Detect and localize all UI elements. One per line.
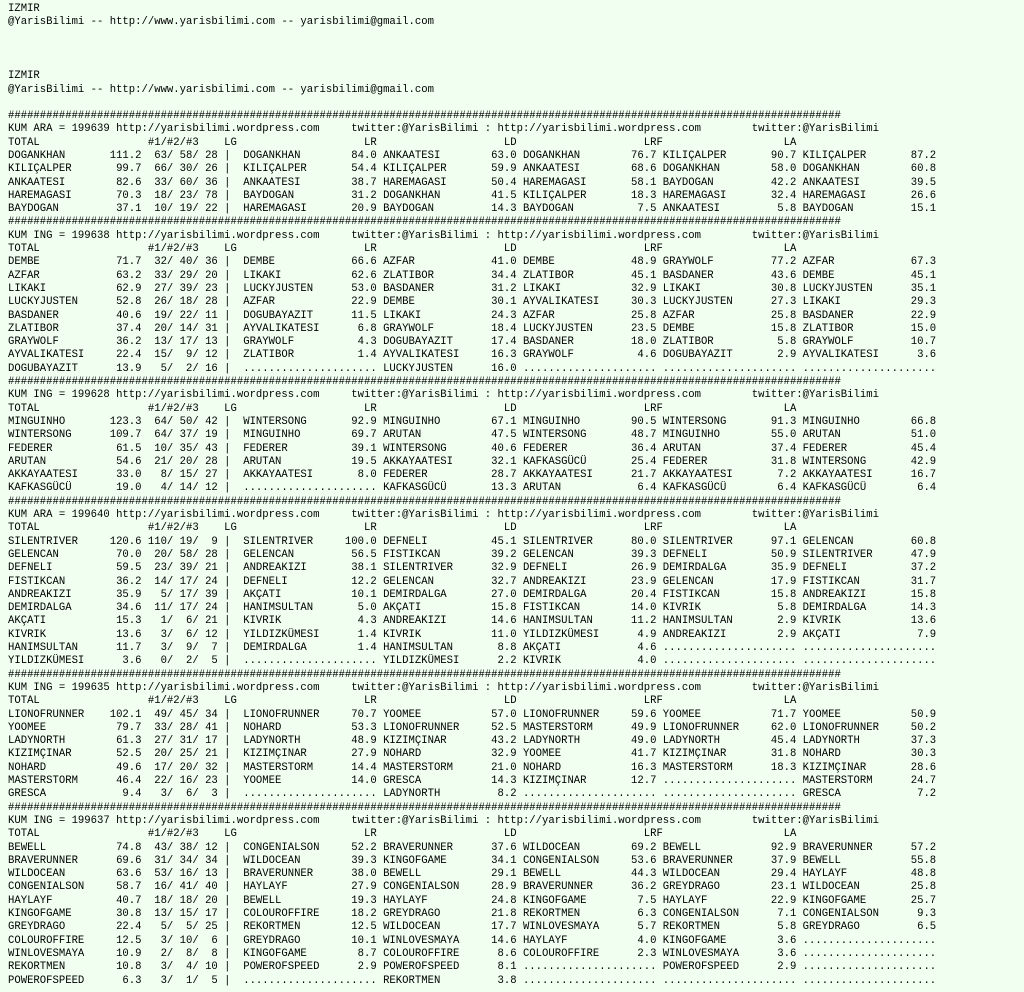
table-row: MASTERSTORM 46.4 22/ 16/ 23 | YOOMEE 14.0 GRESCA 14.3 KIZIMÇINAR 12.7 ..................... MASTERSTORM 24.7 (8, 775, 937, 787)
table-row: AKKAYAATESI 33.0 8/ 15/ 27 | AKKAYAATESI 8.0 FEDERER 28.7 AKKAYAATESI 21.7 AKKAYAATESI 7.2 AKKAYAATESI 16.7 (8, 469, 937, 482)
table-row: ARUTAN 54.6 21/ 20/ 28 | ARUTAN 19.5 AKKAYAATESI 32.1 KAFKASGÜCÜ 25.4 FEDERER 31.8 WINTERSONG 42.9 (8, 455, 937, 468)
table-row: BEWELL 74.8 43/ 38/ 12 | CONGENIALSON 52.2 BRAVERUNNER 37.6 WILDOCEAN 69.2 BEWELL 92.9 BRAVERUNNER 57.2 (8, 841, 937, 854)
table-row: WINLOVESMAYA 10.9 2/ 8/ 8 | KINGOFGAME 8.7 COLOUROFFIRE 8.6 COLOUROFFIRE 2.3 WINLOVESMAYA 3.6 ..................... (8, 947, 937, 960)
table-row: KIVRIK 13.6 3/ 6/ 12 | YILDIZKÜMESI 1.4 KIVRIK 11.0 YILDIZKÜMESI 4.9 ANDREAKIZI 2.9 AKÇATI 7.9 (8, 628, 937, 641)
table-row: AKÇATI 15.3 1/ 6/ 21 | KIVRIK 4.3 ANDREAKIZI 14.6 HANIMSULTAN 11.2 HANIMSULTAN 2.9 KIVRIK 13.6 (8, 615, 937, 628)
table-row: KIZIMÇINAR 52.5 20/ 25/ 21 | KIZIMÇINAR 27.9 NOHARD 32.9 YOOMEE 41.7 KIZIMÇINAR 31.8 NOHARD 30.3 (8, 748, 937, 761)
table-row: BAYDOGAN 37.1 10/ 19/ 22 | HAREMAGASI 20.9 BAYDOGAN 14.3 BAYDOGAN 7.5 ANKAATESI 5.8 BAYDOGAN 15.1 (8, 203, 937, 216)
table-row: DEMIRDALGA 34.6 11/ 17/ 24 | HANIMSULTAN 5.0 AKÇATI 15.8 FISTIKCAN 14.0 KIVRIK 5.8 DEMIRDALGA 14.3 (8, 602, 937, 615)
table-row: GRAYWOLF 36.2 13/ 17/ 13 | GRAYWOLF 4.3 DOGUBAYAZIT 17.4 BASDANER 18.0 ZLATIBOR 5.8 GRAYWOLF 10.7 (8, 336, 937, 349)
table-row: ZLATIBOR 37.4 20/ 14/ 31 | AYVALIKATESI 6.8 GRAYWOLF 18.4 LUCKYJUSTEN 23.5 DEMBE 15.8 ZLATIBOR 15.0 (8, 322, 937, 335)
table-row: HAREMAGASI 70.3 18/ 23/ 78 | BAYDOGAN 31.2 DOGANKHAN 41.5 KILIÇALPER 18.3 HAREMAGASI 32.4 HAREMAGASI 26.6 (8, 189, 937, 202)
table-row: HAYLAYF 40.7 18/ 18/ 20 | BEWELL 19.3 HAYLAYF 24.8 KINGOFGAME 7.5 HAYLAYF 22.9 KINGOFGAME 25.7 (8, 894, 937, 907)
table-row: LIONOFRUNNER 102.1 49/ 45/ 34 | LIONOFRUNNER 70.7 YOOMEE 57.0 LIONOFRUNNER 59.6 YOOMEE 71.7 YOOMEE 50.9 (8, 708, 937, 721)
table-row: ANDREAKIZI 35.9 5/ 17/ 39 | AKÇATI 10.1 DEMIRDALGA 27.0 DEMIRDALGA 20.4 FISTIKCAN 15.8 ANDREAKIZI 15.8 (8, 588, 937, 601)
column-header-row: TOTAL #1/#2/#3 LG LR LD LRF LA (8, 695, 797, 708)
separator-line: ################################################################################################################################### (8, 216, 841, 229)
separator-line: ################################################################################################################################### (8, 376, 841, 388)
header-contact: @YarisBilimi -- http://www.yarisbilimi.com -- yarisbilimi@gmail.com (8, 16, 434, 28)
column-header-row: TOTAL #1/#2/#3 LG LR LD LRF LA (8, 828, 797, 841)
column-header-row: TOTAL #1/#2/#3 LG LR LD LRF LA (8, 243, 797, 255)
table-row: KINGOFGAME 30.8 13/ 15/ 17 | COLOUROFFIRE 18.2 GREYDRAGO 21.8 REKORTMEN 6.3 CONGENIALSON 7.1 CONGENIALSON 9.3 (8, 908, 937, 920)
separator-line: ################################################################################################################################### (8, 668, 841, 681)
table-row: SILENTRIVER 120.6 110/ 19/ 9 | SILENTRIVER 100.0 DEFNELI 45.1 SILENTRIVER 80.0 SILENTRIVER 97.1 GELENCAN 60.8 (8, 535, 937, 548)
column-header-row: TOTAL #1/#2/#3 LG LR LD LRF LA (8, 136, 797, 149)
table-row: BRAVERUNNER 69.6 31/ 34/ 34 | WILDOCEAN 39.3 KINGOFGAME 34.1 CONGENIALSON 53.6 BRAVERUNNER 37.9 BEWELL 55.8 (8, 854, 937, 867)
table-row: MINGUINHO 123.3 64/ 50/ 42 | WINTERSONG 92.9 MINGUINHO 67.1 MINGUINHO 90.5 WINTERSONG 91.3 MINGUINHO 66.8 (8, 415, 937, 428)
table-row: LUCKYJUSTEN 52.8 26/ 18/ 28 | AZFAR 22.9 DEMBE 30.1 AYVALIKATESI 30.3 LUCKYJUSTEN 27.3 LIKAKI 29.3 (8, 296, 937, 309)
table-row: DOGUBAYAZIT 13.9 5/ 2/ 16 | ..................... LUCKYJUSTEN 16.0 ..................... ..................... ..................... (8, 362, 937, 375)
race-title: KUM ARA = 199639 http://yarisbilimi.wordpress.com twitter:@YarisBilimi : http://yarisbilimi.wordpress.com twitter:@YarisBilimi (8, 123, 879, 136)
table-row: DEMBE 71.7 32/ 40/ 36 | DEMBE 66.6 AZFAR 41.0 DEMBE 48.9 GRAYWOLF 77.2 AZFAR 67.3 (8, 256, 937, 269)
separator-line: ################################################################################################################################### (8, 801, 841, 814)
table-row: CONGENIALSON 58.7 16/ 41/ 40 | HAYLAYF 27.9 CONGENIALSON 28.9 BRAVERUNNER 36.2 GREYDRAGO 23.1 WILDOCEAN 25.8 (8, 881, 937, 894)
race-title: KUM ING = 199628 http://yarisbilimi.wordpress.com twitter:@YarisBilimi : http://yarisbilimi.wordpress.com twitter:@YarisBilimi (8, 389, 879, 402)
table-row: AYVALIKATESI 22.4 15/ 9/ 12 | ZLATIBOR 1.4 AYVALIKATESI 16.3 GRAYWOLF 4.6 DOGUBAYAZIT 2.9 AYVALIKATESI 3.6 (8, 349, 937, 362)
table-row: DOGANKHAN 111.2 63/ 58/ 28 | DOGANKHAN 84.0 ANKAATESI 63.0 DOGANKHAN 76.7 KILIÇALPER 90.7 KILIÇALPER 87.2 (8, 149, 937, 162)
table-row: LIKAKI 62.9 27/ 39/ 23 | LUCKYJUSTEN 53.0 BASDANER 31.2 LIKAKI 32.9 LIKAKI 30.8 LUCKYJUSTEN 35.1 (8, 282, 937, 295)
table-row: KILIÇALPER 99.7 66/ 30/ 26 | KILIÇALPER 54.4 KILIÇALPER 59.9 ANKAATESI 68.6 DOGANKHAN 58.0 DOGANKHAN 60.8 (8, 163, 937, 176)
table-row: COLOUROFFIRE 12.5 3/ 10/ 6 | GREYDRAGO 10.1 WINLOVESMAYA 14.6 HAYLAYF 4.0 KINGOFGAME 3.6 ..................... (8, 934, 937, 947)
table-row: WINTERSONG 109.7 64/ 37/ 19 | MINGUINHO 69.7 ARUTAN 47.5 WINTERSONG 48.7 MINGUINHO 55.0 ARUTAN 51.0 (8, 429, 937, 442)
table-row: AZFAR 63.2 33/ 29/ 20 | LIKAKI 62.6 ZLATIBOR 34.4 ZLATIBOR 45.1 BASDANER 43.6 DEMBE 45.1 (8, 269, 937, 282)
table-row: LADYNORTH 61.3 27/ 31/ 17 | LADYNORTH 48.9 KIZIMÇINAR 43.2 LADYNORTH 49.0 LADYNORTH 45.4 LADYNORTH 37.3 (8, 735, 937, 748)
race-title: KUM ING = 199635 http://yarisbilimi.wordpress.com twitter:@YarisBilimi : http://yarisbilimi.wordpress.com twitter:@YarisBilimi (8, 681, 879, 694)
table-row: YOOMEE 79.7 33/ 28/ 41 | NOHARD 53.3 LIONOFRUNNER 52.5 MASTERSTORM 49.9 LIONOFRUNNER 62.0 LIONOFRUNNER 50.2 (8, 721, 937, 734)
table-row: WILDOCEAN 63.6 53/ 16/ 13 | BRAVERUNNER 38.0 BEWELL 29.1 BEWELL 44.3 WILDOCEAN 29.4 HAYLAYF 48.8 (8, 868, 937, 881)
column-header-row: TOTAL #1/#2/#3 LG LR LD LRF LA (8, 522, 797, 535)
separator-line: ################################################################################################################################### (8, 495, 841, 508)
table-row: REKORTMEN 10.8 3/ 4/ 10 | POWEROFSPEED 2.9 POWEROFSPEED 8.1 ..................... POWEROFSPEED 2.9 ..................... (8, 961, 937, 974)
header-contact: @YarisBilimi -- http://www.yarisbilimi.com -- yarisbilimi@gmail.com (8, 84, 434, 96)
race-title: KUM ING = 199637 http://yarisbilimi.wordpress.com twitter:@YarisBilimi : http://yarisbilimi.wordpress.com twitter:@YarisBilimi (8, 814, 879, 827)
table-row: GELENCAN 70.0 20/ 58/ 28 | GELENCAN 56.5 FISTIKCAN 39.2 GELENCAN 39.3 DEFNELI 50.9 SILENTRIVER 47.9 (8, 548, 937, 561)
table-row: NOHARD 49.6 17/ 20/ 32 | MASTERSTORM 14.4 MASTERSTORM 21.0 NOHARD 16.3 MASTERSTORM 18.3 KIZIMÇINAR 28.6 (8, 761, 937, 774)
race-title: KUM ARA = 199640 http://yarisbilimi.wordpress.com twitter:@YarisBilimi : http://yarisbilimi.wordpress.com twitter:@YarisBilimi (8, 509, 879, 521)
table-row: DEFNELI 59.5 23/ 39/ 21 | ANDREAKIZI 38.1 SILENTRIVER 32.9 DEFNELI 26.9 DEMIRDALGA 35.9 DEFNELI 37.2 (8, 562, 937, 575)
table-row: KAFKASGÜCÜ 19.0 4/ 14/ 12 | ..................... KAFKASGÜCÜ 13.3 ARUTAN 6.4 KAFKASGÜCÜ 6.4 KAFKASGÜCÜ 6.4 (8, 482, 937, 495)
table-row: ANKAATESI 82.6 33/ 60/ 36 | ANKAATESI 38.7 HAREMAGASI 50.4 HAREMAGASI 58.1 BAYDOGAN 42.2 ANKAATESI 39.5 (8, 176, 937, 189)
table-row: GREYDRAGO 22.4 5/ 5/ 25 | REKORTMEN 12.5 WILDOCEAN 17.7 WINLOVESMAYA 5.7 REKORTMEN 5.8 GREYDRAGO 6.5 (8, 921, 937, 934)
table-row: BASDANER 40.6 19/ 22/ 11 | DOGUBAYAZIT 11.5 LIKAKI 24.3 AZFAR 25.8 AZFAR 25.8 BASDANER 22.9 (8, 309, 937, 322)
table-row: POWEROFSPEED 6.3 3/ 1/ 5 | ..................... REKORTMEN 3.8 ..................... ..................... ..................... (8, 974, 937, 987)
column-header-row: TOTAL #1/#2/#3 LG LR LD LRF LA (8, 402, 797, 415)
table-row: FISTIKCAN 36.2 14/ 17/ 24 | DEFNELI 12.2 GELENCAN 32.7 ANDREAKIZI 23.9 GELENCAN 17.9 FISTIKCAN 31.7 (8, 575, 937, 588)
race-title: KUM ING = 199638 http://yarisbilimi.wordpress.com twitter:@YarisBilimi : http://yarisbilimi.wordpress.com twitter:@YarisBilimi (8, 229, 879, 242)
separator-line: ################################################################################################################################### (8, 110, 841, 122)
table-row: GRESCA 9.4 3/ 6/ 3 | ..................... LADYNORTH 8.2 ..................... ..................... GRESCA 7.2 (8, 788, 937, 801)
table-row: FEDERER 61.5 10/ 35/ 43 | FEDERER 39.1 WINTERSONG 40.6 FEDERER 36.4 ARUTAN 37.4 FEDERER 45.4 (8, 442, 937, 455)
header-city: IZMIR (8, 3, 40, 15)
table-row: YILDIZKÜMESI 3.6 0/ 2/ 5 | ..................... YILDIZKÜMESI 2.2 KIVRIK 4.0 ..................... ..................... (8, 655, 937, 668)
table-row: HANIMSULTAN 11.7 3/ 9/ 7 | DEMIRDALGA 1.4 HANIMSULTAN 8.8 AKÇATI 4.6 ..................... ..................... (8, 642, 937, 654)
header-city: IZMIR (8, 70, 40, 82)
